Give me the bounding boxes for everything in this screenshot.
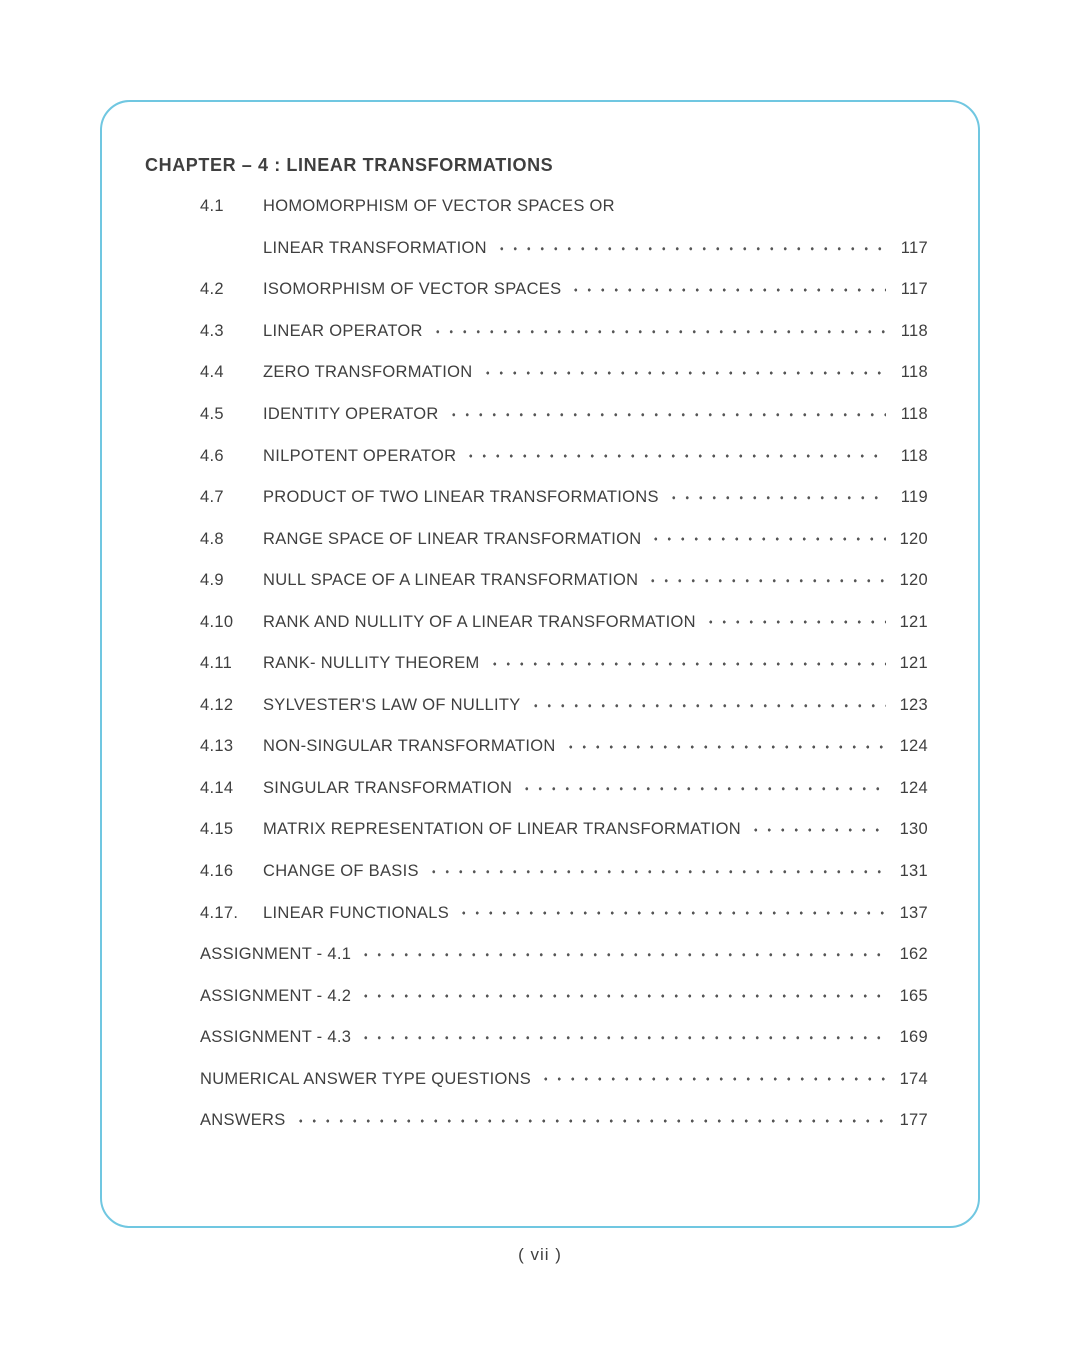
toc-title: CHANGE OF BASIS [263, 862, 419, 881]
dot-leader [649, 518, 886, 560]
section-number: 4.7 [200, 488, 224, 507]
section-number: 4.13 [200, 737, 234, 756]
toc-title: LINEAR FUNCTIONALS [263, 903, 450, 922]
dot-leader [447, 394, 886, 436]
page-folio: ( vii ) [518, 1245, 562, 1264]
section-number: 4.16 [200, 862, 234, 881]
toc-row [200, 435, 928, 477]
toc-row [200, 518, 928, 560]
toc-row [200, 311, 928, 353]
page-number: 120 [899, 571, 928, 590]
page-number: 124 [899, 778, 928, 797]
dot-leader [294, 1100, 886, 1142]
page-number: 123 [899, 695, 928, 714]
toc-row [200, 1058, 928, 1100]
section-number: 4.6 [200, 446, 224, 465]
dot-leader [704, 601, 886, 643]
page-number: 124 [899, 737, 928, 756]
page-number: 119 [900, 488, 928, 507]
section-number: 4.11 [200, 654, 233, 673]
toc-row [200, 975, 928, 1017]
toc-row [200, 186, 928, 228]
toc-row [200, 851, 928, 893]
toc-title: RANK AND NULLITY OF A LINEAR TRANSFORMATION [263, 612, 696, 631]
section-number: 4.5 [200, 405, 224, 423]
page-number: 174 [899, 1069, 928, 1088]
page-number: 131 [899, 862, 928, 881]
toc-row [200, 643, 928, 685]
dot-leader [667, 477, 886, 519]
section-number: 4.3 [200, 321, 224, 340]
toc-title: NON-SINGULAR TRANSFORMATION [263, 737, 556, 756]
toc-panel [100, 100, 980, 1228]
dot-leader [359, 975, 886, 1017]
section-number: 4.14 [200, 778, 234, 797]
toc-row [200, 477, 928, 519]
dot-leader [646, 560, 886, 602]
toc-row [200, 768, 928, 810]
dot-leader [539, 1058, 886, 1100]
toc-title: ISOMORPHISM OF VECTOR SPACES [263, 280, 562, 299]
chapter-heading: CHAPTER – 4 : LINEAR TRANSFORMATIONS [145, 155, 554, 175]
toc-title: LINEAR TRANSFORMATION [263, 238, 487, 257]
dot-leader [488, 643, 886, 685]
dot-leader [431, 311, 886, 353]
toc-row [200, 892, 928, 934]
page-number: 165 [899, 986, 928, 1005]
section-number: 4.12 [200, 695, 234, 714]
toc-title: ASSIGNMENT - 4.3 [200, 1028, 352, 1047]
dot-leader [564, 726, 886, 768]
section-number: 4.9 [200, 571, 224, 590]
toc-title: NUMERICAL ANSWER TYPE QUESTIONS [200, 1069, 532, 1088]
toc-row [200, 809, 928, 851]
page-number: 118 [900, 446, 928, 465]
toc-row [200, 934, 928, 976]
dot-leader [495, 228, 886, 270]
page-number: 137 [899, 903, 928, 922]
page-number: 121 [899, 654, 928, 673]
toc-title: NILPOTENT OPERATOR [263, 446, 457, 465]
toc-title: NULL SPACE OF A LINEAR TRANSFORMATION [263, 571, 639, 590]
toc-title: MATRIX REPRESENTATION OF LINEAR TRANSFORMATION [263, 820, 741, 839]
page-number: 169 [899, 1028, 928, 1047]
dot-leader [520, 768, 886, 810]
toc-list [200, 186, 928, 1142]
toc-row [200, 394, 928, 436]
toc-row [200, 228, 928, 270]
dot-leader [457, 892, 886, 934]
page-number: 118 [900, 321, 928, 340]
toc-title: IDENTITY OPERATOR [263, 405, 439, 423]
section-number: 4.17. [200, 903, 239, 922]
toc-title: HOMOMORPHISM OF VECTOR SPACES OR [263, 197, 615, 216]
dot-leader [529, 685, 886, 727]
dot-leader [359, 934, 886, 976]
page-number: 118 [900, 405, 928, 423]
toc-title: RANK- NULLITY THEOREM [263, 654, 480, 673]
section-number: 4.1 [200, 197, 224, 216]
toc-row [200, 1017, 928, 1059]
toc-title: ASSIGNMENT - 4.2 [200, 986, 352, 1005]
toc-title: RANGE SPACE OF LINEAR TRANSFORMATION [263, 529, 642, 548]
section-number: 4.4 [200, 363, 224, 382]
toc-row [200, 726, 928, 768]
page-number: 120 [899, 529, 928, 548]
section-number: 4.2 [200, 280, 224, 299]
toc-title: SYLVESTER'S LAW OF NULLITY [263, 695, 521, 714]
toc-title: PRODUCT OF TWO LINEAR TRANSFORMATIONS [263, 488, 659, 507]
dot-leader [464, 435, 886, 477]
toc-row [200, 1100, 928, 1142]
section-number: 4.15 [200, 820, 234, 839]
dot-leader [481, 352, 886, 394]
section-number: 4.8 [200, 529, 224, 548]
page-number: 162 [899, 945, 928, 964]
dot-leader [427, 851, 886, 893]
toc-row [200, 560, 928, 602]
toc-title: LINEAR OPERATOR [263, 321, 423, 340]
dot-leader [359, 1017, 886, 1059]
page-number: 118 [900, 363, 928, 382]
toc-title: ZERO TRANSFORMATION [263, 363, 473, 382]
dot-leader [569, 269, 886, 311]
dot-leader [749, 809, 886, 851]
toc-title: ASSIGNMENT - 4.1 [200, 945, 352, 964]
page-number: 130 [899, 820, 928, 839]
toc-title: SINGULAR TRANSFORMATION [263, 778, 513, 797]
page-number: 177 [899, 1111, 928, 1130]
section-number: 4.10 [200, 612, 234, 631]
toc-row [200, 269, 928, 311]
toc-title: ANSWERS [200, 1111, 286, 1130]
page-number: 121 [899, 612, 928, 631]
page-number: 117 [900, 280, 928, 299]
toc-row [200, 601, 928, 643]
page-number: 117 [900, 238, 928, 257]
toc-row [200, 352, 928, 394]
toc-row [200, 685, 928, 727]
